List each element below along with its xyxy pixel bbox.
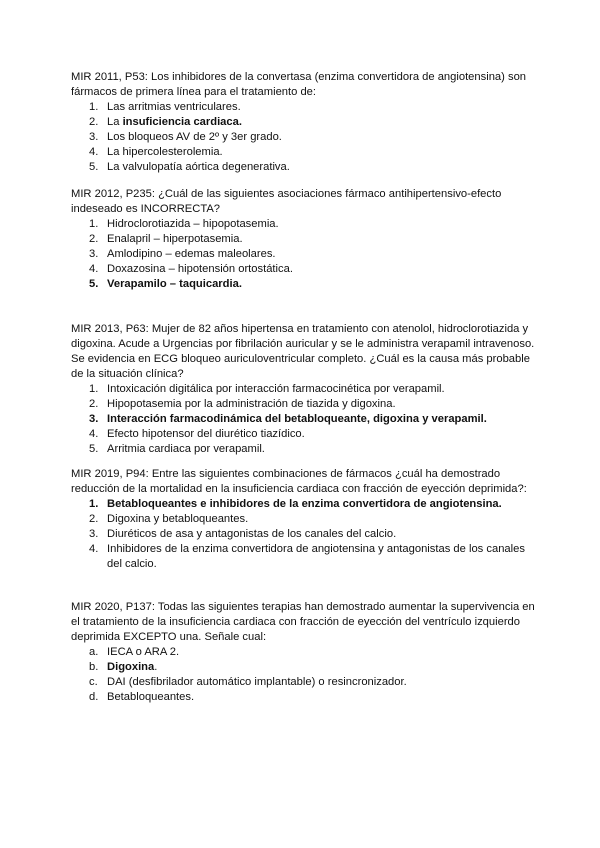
option-item: 1. Betabloqueantes e inhibidores de la enzima convertidora de angiotensina. (89, 498, 502, 510)
option-item: 2. Enalapril – hiperpotasemia. (89, 233, 243, 245)
option-item: 5. Verapamilo – taquicardia. (89, 278, 242, 290)
question-stem: MIR 2013, P63: Mujer de 82 años hipertensa en tratamiento con atenolol, hidroclorotiazida y digoxina. Acude a Urgencias por fibrilación auricular y se le administra verapamil intravenoso. Se evidencia en ECG bloqueo auriculoventricular completo. ¿Cuál es la causa más probable de la situación clínica? (71, 323, 535, 380)
option-item: 1. Hidroclorotiazida – hipopotasemia. (89, 218, 279, 230)
option-item: 4. Efecto hipotensor del diurético tiazídico. (89, 428, 305, 440)
option-item: 2. Digoxina y betabloqueantes. (89, 513, 249, 525)
question-block (71, 187, 541, 292)
option-item: 4. La hipercolesterolemia. (89, 146, 223, 158)
question-block (71, 322, 541, 457)
option-list (71, 382, 541, 457)
option-item: 2. La insuficiencia cardiaca. (89, 116, 242, 128)
option-item: 3. Los bloqueos AV de 2º y 3er grado. (89, 131, 282, 143)
question-stem: MIR 2020, P137: Todas las siguientes terapias han demostrado aumentar la supervivencia en el tratamiento de la insuficiencia cardiaca con fracción de eyección del ventrículo izquierdo deprimida EXCEPTO una. Señale cual: (71, 601, 535, 643)
question-stem: MIR 2012, P235: ¿Cuál de las siguientes asociaciones fármaco antihipertensivo-efecto indeseado es INCORRECTA? (71, 188, 502, 215)
question-block (71, 467, 541, 572)
option-list (71, 645, 541, 705)
option-item: 3. Diuréticos de asa y antagonistas de los canales del calcio. (89, 528, 397, 540)
correct-answer: Digoxina (107, 661, 155, 673)
option-list (71, 100, 541, 175)
option-item: 5. La valvulopatía aórtica degenerativa. (89, 161, 290, 173)
option-item: d. Betabloqueantes. (89, 691, 195, 703)
option-item: 1. Las arritmias ventriculares. (89, 101, 241, 113)
option-item: 3. Amlodipino – edemas maleolares. (89, 248, 276, 260)
correct-answer: Betabloqueantes e inhibidores de la enzima convertidora de angiotensina. (107, 498, 502, 510)
correct-answer: Verapamilo – taquicardia. (107, 278, 242, 290)
option-item: a. IECA o ARA 2. (89, 646, 180, 658)
option-item: 1. Intoxicación digitálica por interacción farmacocinética por verapamil. (89, 383, 445, 395)
option-list (71, 497, 541, 572)
option-item: 3. Interacción farmacodinámica del betabloqueante, digoxina y verapamil. (89, 413, 487, 425)
option-item: 5. Arritmia cardiaca por verapamil. (89, 443, 265, 455)
option-item: 4. Doxazosina – hipotensión ortostática. (89, 263, 293, 275)
option-item: c. DAI (desfibrilador automático implantable) o resincronizador. (89, 676, 407, 688)
option-item: 4. Inhibidores de la enzima convertidora de angiotensina y antagonistas de los canales del calcio. (89, 543, 525, 570)
correct-answer: Interacción farmacodinámica del betabloqueante, digoxina y verapamil. (107, 413, 487, 425)
correct-answer: insuficiencia cardiaca. (122, 116, 242, 128)
question-block (71, 600, 541, 705)
question-stem: MIR 2011, P53: Los inhibidores de la convertasa (enzima convertidora de angiotensina) son fármacos de primera línea para el tratamiento de: (71, 71, 527, 98)
option-item: b. Digoxina. (89, 661, 158, 673)
question-stem: MIR 2019, P94: Entre las siguientes combinaciones de fármacos ¿cuál ha demostrado reducción de la mortalidad en la insuficiencia cardiaca con fracción de eyección deprimida?: (71, 468, 527, 495)
option-item: 2. Hipopotasemia por la administración de tiazida y digoxina. (89, 398, 396, 410)
option-list (71, 217, 541, 292)
question-block (71, 70, 541, 175)
